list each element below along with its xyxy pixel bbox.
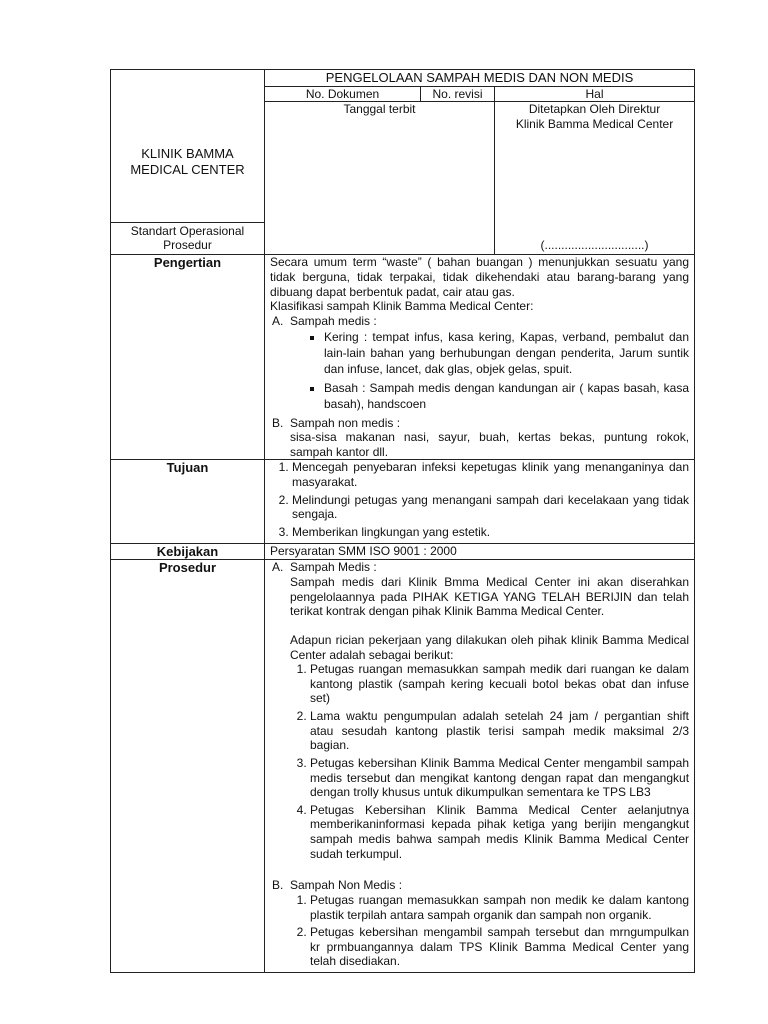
- list-item: 2. Lama waktu pengumpulan adalah setelah 24 jam / pergantian shift atau sesudah kantong plastik terisi sampah medik maksimal 2/3 bagian.: [310, 709, 689, 753]
- sop-table: [110, 69, 695, 973]
- list-item: 4. Petugas Kebersihan Klinik Bamma Medical Center aelanjutnya memberikaninformasi kepada pihak ketiga yang berijin mengangkut sampah medis bahwa sampah medis Klinik Bamma Medical Center sudah terkumpul.: [310, 803, 689, 862]
- prosedur-non-medis-title: B. Sampah Non Medis :: [272, 878, 403, 893]
- tujuan-content: [265, 460, 695, 543]
- signature-line: (..............................): [540, 238, 649, 253]
- prosedur-medis-para2: Adapun rician pekerjaan yang dilakukan oleh pihak klinik Bamma Medical Center adalah sebagai berikut:: [290, 632, 690, 662]
- list-item: 1. Mencegah penyebaran infeksi kepetugas klinik yang menanganinya dan masyarakat.: [292, 460, 689, 489]
- klasifikasi-text: Klasifikasi sampah Klinik Bamma Medical Center:: [270, 299, 534, 314]
- prosedur-medis: [270, 560, 689, 861]
- list-item: ▪ Basah : Sampah medis dengan kandungan air ( kapas basah, kasa basah), handscoen: [324, 380, 689, 412]
- prosedur-label: Prosedur: [111, 560, 265, 973]
- medis-title: A. Sampah medis :: [272, 313, 377, 328]
- tujuan-label: Tujuan: [111, 460, 265, 543]
- prosedur-medis-para1: Sampah medis dari Klinik Bmma Medical Center ini akan diserahkan pengelolaannya pada PIHAK KETIGA YANG TELAH BERIJIN dan telah terikat kontrak dengan pihak Klinik Bamma Medical Center.: [290, 575, 690, 619]
- document-title: PENGELOLAAN SAMPAH MEDIS DAN NON MEDIS: [265, 70, 695, 87]
- prosedur-medis-title: A. Sampah Medis :: [272, 560, 377, 575]
- prosedur-non-medis-list: [290, 893, 689, 969]
- kebijakan-text: Persyaratan SMM ISO 9001 : 2000: [265, 543, 695, 560]
- non-medis-section: [270, 416, 689, 460]
- medis-list: [290, 329, 689, 413]
- list-item: 1. Petugas ruangan memasukkan sampah medik dari ruangan ke dalam kantong plastik (sampah kering kecuali botol bekas obat dan infuse set): [310, 662, 689, 706]
- clinic-name: KLINIK BAMMA MEDICAL CENTER: [111, 70, 265, 255]
- kebijakan-label: Kebijakan: [111, 543, 265, 560]
- list-item: 2. Melindungi petugas yang menangani sampah dari kecelakaan yang tidak sengaja.: [292, 493, 689, 522]
- sop-label-cell: [111, 222, 264, 253]
- pengertian-content: [265, 255, 695, 460]
- sop-document: [110, 69, 694, 969]
- list-item: 2. Petugas kebersihan mengambil sampah tersebut dan mrngumpulkan kr prmbuangannya dalam TPS Klinik Bamma Medical Center yang telah disediakan.: [310, 925, 689, 969]
- hal-header: Hal: [495, 86, 695, 102]
- non-medis-title: B. Sampah non medis :: [272, 415, 401, 430]
- tujuan-list: [270, 460, 689, 539]
- ditetapkan-text: Ditetapkan Oleh Direktur Klinik Bamma Medical Center: [515, 102, 674, 132]
- no-dokumen-header: No. Dokumen: [265, 86, 421, 102]
- pengertian-intro: Secara umum term “waste” ( bahan buangan ) menunjukkan sesuatu yang tidak berguna, tidak terpakai, tidak dikehendaki atau barang-barang yang dibuang dapat berbentuk padat, cair atau gas.: [270, 255, 690, 299]
- list-item: 3. Memberikan lingkungan yang estetik.: [292, 525, 689, 540]
- no-revisi-header: No. revisi: [421, 86, 495, 102]
- prosedur-content: [265, 560, 695, 973]
- list-item: 3. Petugas kebersihan Klinik Bamma Medical Center mengambil sampah medis tersebut dan mengikat kantong dengan rapat dan mengangkut dengan trolly khusus untuk dikumpulkan sementara ke TPS LB3: [310, 756, 689, 800]
- tanggal-terbit: Tanggal terbit: [265, 102, 495, 255]
- list-item: 1. Petugas ruangan memasukkan sampah non medik ke dalam kantong plastik terpilah antara sampah organik dan sampah non organik.: [310, 893, 689, 922]
- pengertian-label: Pengertian: [111, 255, 265, 460]
- list-item: ▪ Kering : tempat infus, kasa kering, Kapas, verband, pembalut dan lain-lain bahan yang berhubungan dengan penderita, Jarum suntik dan infuse, lancet, dak glas, objek gelas, spuit.: [324, 329, 689, 378]
- non-medis-text: sisa-sisa makanan nasi, sayur, buah, kertas bekas, puntung rokok, sampah kantor dll.: [290, 430, 690, 459]
- prosedur-medis-list: [290, 662, 689, 861]
- sop-label: Standart Operasional Prosedur: [130, 224, 245, 253]
- ditetapkan-cell: [495, 102, 695, 255]
- prosedur-non-medis: [270, 878, 689, 969]
- medis-section: [270, 314, 689, 413]
